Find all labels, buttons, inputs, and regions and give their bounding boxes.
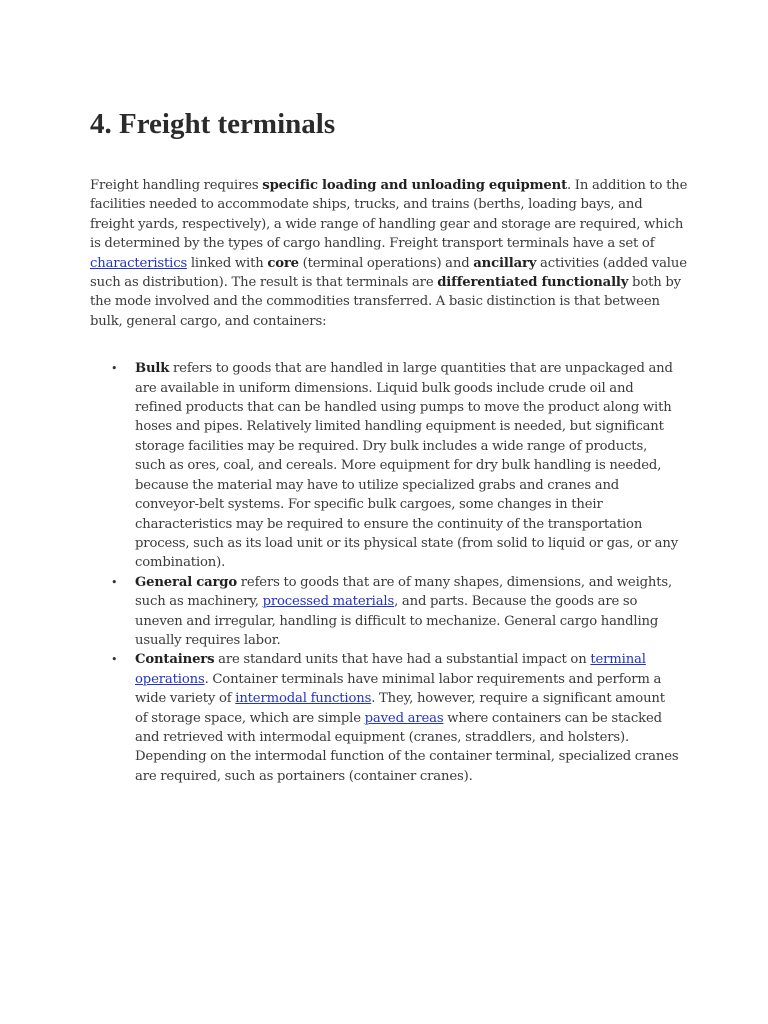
containers-text-4: where containers can be stacked and retrieved with intermodal equipment (cranes, straddlers, and holsters). Depending on the intermodal function of the container terminal, specialized cranes are required, such as portainers (container cranes). <box>135 710 679 784</box>
bulk-term: Bulk <box>135 361 170 377</box>
intro-bold-ancillary: ancillary <box>473 255 537 271</box>
list-item-general-cargo <box>111 573 681 651</box>
intro-bold-differentiated: differentiated functionally <box>437 275 629 291</box>
paved-areas-link[interactable]: paved areas <box>364 710 444 726</box>
intermodal-functions-link[interactable]: intermodal functions <box>235 691 372 707</box>
bulk-text: refers to goods that are handled in large quantities that are unpackaged and are available in uniform dimensions. Liquid bulk goods include crude oil and refined products that can be handled using pumps to move the product along with hoses and pipes. Relatively limited handling equipment is needed, but significant storage facilities may be required. Dry bulk includes a wide range of products, such as ores, coal, and cereals. More equipment for dry bulk handling is needed, because the material may have to utilize specialized grabs and cranes and conveyor-belt systems. For specific bulk cargoes, some changes in their characteristics may be required to ensure the continuity of the transportation process, such as its load unit or its physical state (from solid to liquid or gas, or any combination). <box>135 361 679 571</box>
general-cargo-text-2: , and parts. Because the goods are so uneven and irregular, handling is difficult to mechanize. General cargo handling usually requires labor. <box>135 594 659 648</box>
intro-text-3: linked with <box>187 255 268 271</box>
containers-term: Containers <box>135 652 215 668</box>
intro-text-2: . In addition to the facilities needed to accommodate ships, trucks, and trains (berths, loading bays, and freight yards, respectively), a wide range of handling gear and storage are required, which is determined by the types of cargo handling. Freight transport terminals have a set of <box>90 178 688 252</box>
intro-text-5: activities (added value such as distribution). The result is that terminals are <box>90 255 687 291</box>
containers-text-3: . They, however, require a significant amount of storage space, which are simple <box>135 691 665 726</box>
bullet-icon: • <box>111 362 118 376</box>
document-page <box>90 100 690 786</box>
list-item-bulk <box>111 359 681 572</box>
intro-text-6: both by the mode involved and the commodities transferred. A basic distinction is that between bulk, general cargo, and containers: <box>90 275 681 329</box>
intro-bold-equipment: specific loading and unloading equipment <box>262 178 568 193</box>
containers-text-1: are standard units that have had a substantial impact on <box>214 652 591 668</box>
general-cargo-term: General cargo <box>135 574 238 590</box>
bullet-icon: • <box>111 575 118 589</box>
page-title: 4. Freight terminals <box>90 108 336 140</box>
intro-text-4: (terminal operations) and <box>298 255 474 271</box>
containers-text-2: . Container terminals have minimal labor requirements and perform a wide variety of <box>135 671 662 707</box>
terminal-operations-link[interactable]: terminal operations <box>135 652 646 687</box>
characteristics-link[interactable]: characteristics <box>90 255 188 271</box>
intro-bold-core: core <box>267 255 299 271</box>
cargo-types-list <box>90 359 690 786</box>
processed-materials-link[interactable]: processed materials <box>262 594 395 610</box>
intro-text-1: Freight handling requires <box>90 178 263 193</box>
intro-paragraph <box>90 176 690 331</box>
list-item-containers <box>111 650 681 786</box>
general-cargo-text-1: refers to goods that are of many shapes, dimensions, and weights, such as machinery, <box>135 574 673 610</box>
bullet-icon: • <box>111 653 118 667</box>
